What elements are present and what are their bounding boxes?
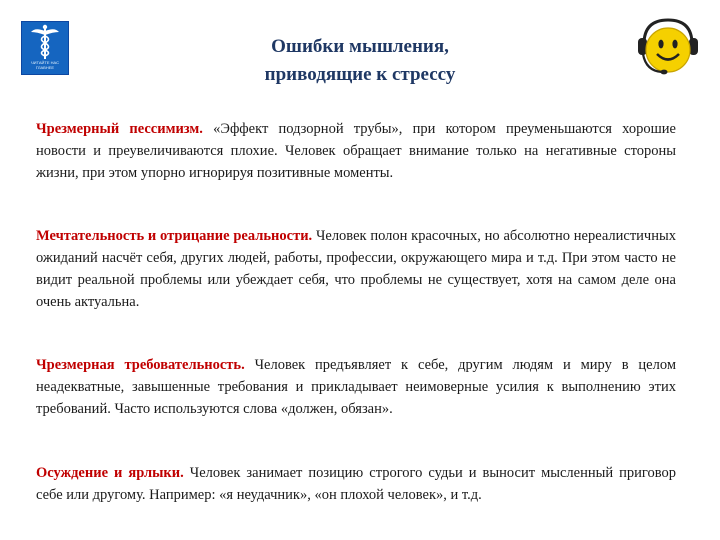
paragraph-pessimism [36,118,676,184]
term-judgment: Осуждение и ярлыки. [36,465,184,481]
paragraph-demandingness [36,354,676,420]
text-pessimism: «Эффект подзорной трубы», при котором преуменьшаются хорошие новости и преувеличиваются плохие. Человек обращает внимание только на негативные стороны жизни, при этом упорно игнорируя позитивные моменты. [36,121,676,181]
term-pessimism: Чрезмерный пессимизм. [36,121,203,137]
page-title [150,33,570,89]
paragraph-daydreaming [36,225,676,313]
caduceus-icon [22,22,68,62]
term-demandingness: Чрезмерная требовательность. [36,357,245,373]
paragraph-judgment [36,462,676,506]
text-demandingness: Человек предъявляет к себе, другим людям и миру в целом неадекватные, завышенные требования и прикладывает неимоверные усилия к выполнению этих требований. Часто используются слова «должен, обязан». [36,357,676,417]
term-daydreaming: Мечтательность и отрицание реальности. [36,228,313,244]
smiley-headset-icon [634,14,702,80]
text-daydreaming: Человек полон красочных, но абсолютно нереалистичных ожиданий насчёт себя, других людей, работы, профессии, окружающего мира и т.д. При этом часто не видит реальной проблемы или убеждает себя, что проблемы не существует, хотя на самом деле она очень актуальна. [36,228,676,310]
logo-text: ЧИТАЙТЕ НАС ГЛАВНЕЕ [31,60,59,70]
title-line-1: Ошибки мышления, [271,36,449,57]
logo-badge [21,21,69,75]
title-line-2: приводящие к стрессу [264,64,456,85]
text-judgment: Человек занимает позицию строгого судьи и выносит мысленный приговор себе или другому. Например: «я неудачник», «он плохой человек», и т.д. [36,465,676,503]
